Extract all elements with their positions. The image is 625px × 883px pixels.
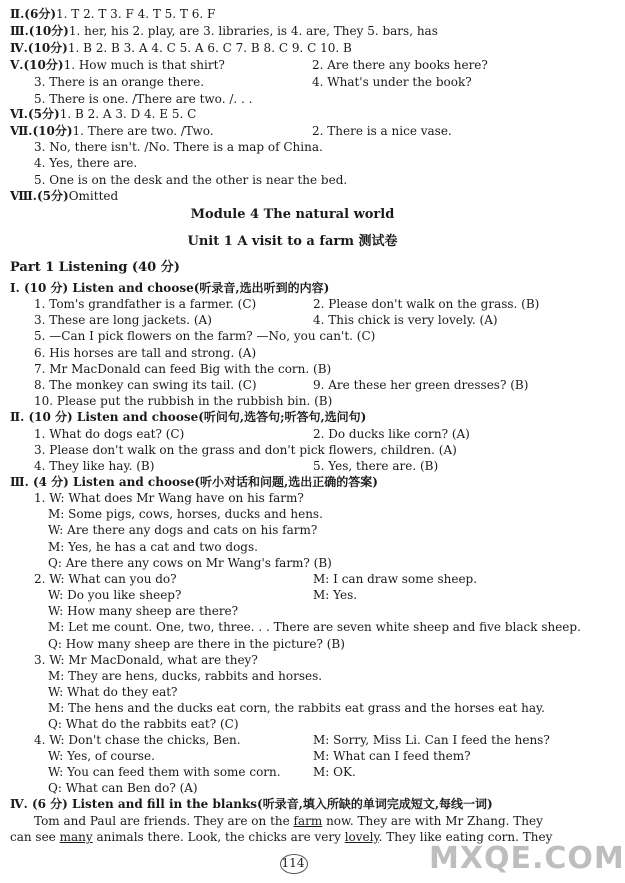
dialogue-line: M: Let me count. One, two, three. . . There are seven white sheep and five black sheep. [48, 620, 581, 634]
dialogue-line: 3. W: Mr MacDonald, what are they? [34, 653, 258, 667]
module-title: Module 4 The natural world [190, 207, 395, 222]
unit-title: Unit 1 A visit to a farm 测试卷 [187, 234, 398, 249]
section-ii-item: 4. They like hay. (B) [34, 459, 155, 473]
section-i-item: 5. —Can I pick flowers on the farm? —No, you can't. (C) [34, 329, 376, 343]
section-i-item: 3. These are long jackets. (A) [34, 313, 212, 327]
answer-line-v-5: 5. There is one. /There are two. /. . . [34, 92, 253, 106]
section-i-item: 6. His horses are tall and strong. (A) [34, 346, 257, 360]
dialogue-line: M: They are hens, ducks, rabbits and horses. [48, 669, 323, 683]
dialogue-line: M: Yes. [313, 588, 358, 602]
section-i-item: 10. Please put the rubbish in the rubbish bin. (B) [34, 394, 333, 408]
dialogue-line: W: Are there any dogs and cats on his farm? [48, 523, 318, 537]
answer-line-v-3: 3. There is an orange there. [34, 75, 205, 89]
dialogue-line: W: Yes, of course. [48, 749, 155, 763]
section-ii-item: 2. Do ducks like corn? (A) [313, 427, 470, 441]
answer-line-vii-4: 4. Yes, there are. [34, 156, 138, 170]
dialogue-line: Q: How many sheep are there in the picture? (B) [48, 637, 345, 651]
answer-line-iii: Ⅲ.(10分)1. her, his 2. play, are 3. libraries, is 4. are, They 5. bars, has [10, 24, 438, 38]
dialogue-line: M: What can I feed them? [313, 749, 471, 763]
section-ii-item: 5. Yes, there are. (B) [313, 459, 439, 473]
answer-line-vii-right: 2. There is a nice vase. [312, 124, 452, 138]
dialogue-line: M: The hens and the ducks eat corn, the rabbits eat grass and the horses eat hay. [48, 701, 545, 715]
section-i-item: 9. Are these her green dresses? (B) [313, 378, 529, 392]
section-i-header: Ⅰ. (10 分) Listen and choose(听录音,选出听到的内容) [10, 281, 330, 295]
dialogue-line: M: Sorry, Miss Li. Can I feed the hens? [313, 733, 550, 747]
dialogue-line: M: I can draw some sheep. [313, 572, 478, 586]
section-iii-header: Ⅲ. (4 分) Listen and choose(听小对话和问题,选出正确的答案) [10, 475, 378, 489]
watermark: MXQE.COM [429, 841, 625, 876]
dialogue-line: Q: What do the rabbits eat? (C) [48, 717, 239, 731]
answer-line-vii: Ⅶ.(10分)1. There are two. /Two. [10, 124, 214, 138]
dialogue-line: M: Yes, he has a cat and two dogs. [48, 540, 258, 554]
section-ii-header: Ⅱ. (10 分) Listen and choose(听问句,选答句;听答句,选问句) [10, 410, 367, 424]
dialogue-line: W: Do you like sheep? [48, 588, 182, 602]
passage-line: Tom and Paul are friends. They are on the farm now. They are with Mr Zhang. They [34, 814, 543, 828]
section-i-item: 2. Please don't walk on the grass. (B) [313, 297, 540, 311]
dialogue-line: 4. W: Don't chase the chicks, Ben. [34, 733, 241, 747]
answer-line-v: Ⅴ.(10分)1. How much is that shirt? [10, 58, 225, 72]
answer-line-vi: Ⅵ.(5分)1. B 2. A 3. D 4. E 5. C [10, 107, 197, 121]
answer-line-iv: Ⅳ.(10分)1. B 2. B 3. A 4. C 5. A 6. C 7. B 8. C 9. C 10. B [10, 41, 352, 55]
answer-line-vii-3: 3. No, there isn't. /No. There is a map of China. [34, 140, 323, 154]
section-ii-item: 1. What do dogs eat? (C) [34, 427, 185, 441]
part-title: Part 1 Listening (40 分) [10, 260, 180, 275]
dialogue-line: W: You can feed them with some corn. [48, 765, 281, 779]
dialogue-line: W: What do they eat? [48, 685, 178, 699]
dialogue-line: M: Some pigs, cows, horses, ducks and hens. [48, 507, 323, 521]
answer-line-vii-5: 5. One is on the desk and the other is near the bed. [34, 173, 348, 187]
section-iv-header: Ⅳ. (6 分) Listen and fill in the blanks(听录音,填入所缺的单词完成短文,每线一词) [10, 797, 493, 811]
answer-line-v-right: 2. Are there any books here? [312, 58, 488, 72]
answer-line-viii: Ⅷ.(5分)Omitted [10, 189, 119, 203]
dialogue-line: Q: Are there any cows on Mr Wang's farm? (B) [48, 556, 332, 570]
section-ii-item: 3. Please don't walk on the grass and don't pick flowers, children. (A) [34, 443, 457, 457]
page-number: 114 [276, 852, 310, 874]
section-i-item: 8. The monkey can swing its tail. (C) [34, 378, 257, 392]
section-i-item: 4. This chick is very lovely. (A) [313, 313, 498, 327]
dialogue-line: 1. W: What does Mr Wang have on his farm? [34, 491, 304, 505]
dialogue-line: M: OK. [313, 765, 356, 779]
section-i-item: 1. Tom's grandfather is a farmer. (C) [34, 297, 257, 311]
answer-line-ii: Ⅱ.(6分)1. T 2. T 3. F 4. T 5. T 6. F [10, 7, 216, 21]
dialogue-line: 2. W: What can you do? [34, 572, 177, 586]
passage-line: can see many animals there. Look, the chicks are very lovely. They like eating corn. They [10, 830, 553, 844]
dialogue-line: W: How many sheep are there? [48, 604, 239, 618]
dialogue-line: Q: What can Ben do? (A) [48, 781, 198, 795]
answer-line-v-4: 4. What's under the book? [312, 75, 472, 89]
section-i-item: 7. Mr MacDonald can feed Big with the corn. (B) [34, 362, 332, 376]
